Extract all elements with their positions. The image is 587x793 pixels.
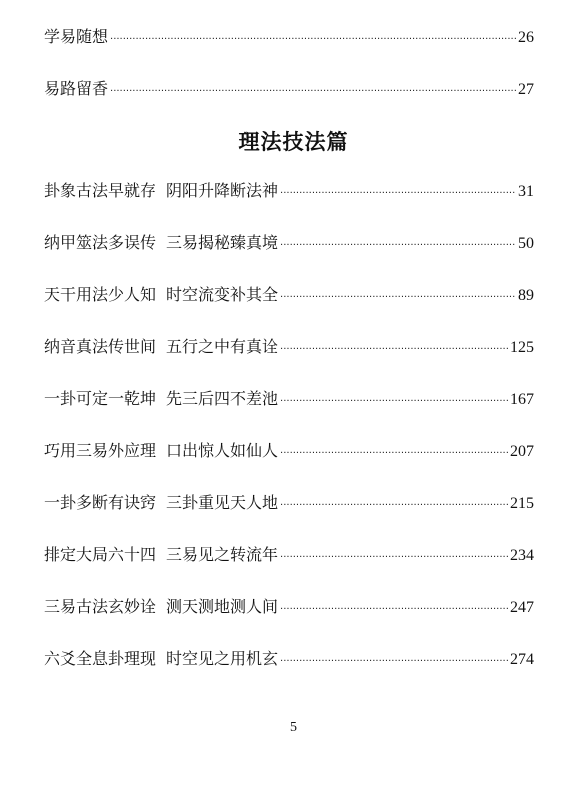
toc-entry-title: 巧用三易外应理 — [44, 441, 157, 460]
toc-entry-page: 274 — [510, 651, 534, 668]
toc-entry-subtitle: 三易揭秘臻真境 — [166, 233, 279, 252]
toc-entry — [44, 386, 534, 412]
toc-entry-title: 三易古法玄妙诠 — [44, 597, 157, 616]
toc-entry — [44, 490, 534, 516]
toc-entry-title: 学易随想 — [44, 27, 109, 46]
toc-entry-page: 234 — [510, 547, 534, 564]
toc-entry-page: 27 — [518, 81, 534, 98]
dot-leader — [280, 181, 516, 207]
toc-entry-title: 纳音真法传世间 — [44, 337, 157, 356]
toc-entry-page: 50 — [518, 235, 534, 252]
toc-entry-subtitle: 口出惊人如仙人 — [166, 441, 279, 460]
dot-leader — [280, 233, 516, 259]
toc-entry — [44, 230, 534, 256]
dot-leader — [280, 545, 508, 571]
toc-entry — [44, 542, 534, 568]
dot-leader — [280, 285, 516, 311]
toc-entry-subtitle: 时空流变补其全 — [166, 285, 279, 304]
dot-leader — [110, 79, 516, 105]
toc-entry — [44, 646, 534, 672]
dot-leader — [280, 597, 508, 623]
toc-entry-page: 89 — [518, 287, 534, 304]
toc-entry — [44, 334, 534, 360]
toc-entry-title: 纳甲筮法多误传 — [44, 233, 157, 252]
dot-leader — [280, 389, 508, 415]
toc-entry-subtitle: 测天测地测人间 — [166, 597, 279, 616]
toc-entry-subtitle: 阴阳升降断法神 — [166, 181, 279, 200]
toc-entry-subtitle: 三易见之转流年 — [166, 545, 279, 564]
toc-entry-title: 卦象古法早就存 — [44, 181, 157, 200]
dot-leader — [280, 441, 508, 467]
dot-leader — [280, 337, 508, 363]
toc-entry-subtitle: 五行之中有真诠 — [166, 337, 279, 356]
toc-entry-title: 一卦多断有诀窍 — [44, 493, 157, 512]
toc-entry — [44, 24, 534, 50]
toc-entry-subtitle: 三卦重见天人地 — [166, 493, 279, 512]
toc-entry-page: 207 — [510, 443, 534, 460]
dot-leader — [280, 649, 508, 675]
toc-entry — [44, 438, 534, 464]
toc-entry-page: 125 — [510, 339, 534, 356]
toc-entry — [44, 178, 534, 204]
toc-entry-page: 167 — [510, 391, 534, 408]
dot-leader — [110, 27, 516, 53]
dot-leader — [280, 493, 508, 519]
toc-entry-page: 26 — [518, 29, 534, 46]
toc-entry-title: 天干用法少人知 — [44, 285, 157, 304]
toc-entry — [44, 76, 534, 102]
toc-entry-page: 215 — [510, 495, 534, 512]
toc-entry-title: 一卦可定一乾坤 — [44, 389, 157, 408]
toc-entry-title: 排定大局六十四 — [44, 545, 157, 564]
toc-entry-title: 易路留香 — [44, 79, 109, 98]
toc-entry-subtitle: 时空见之用机玄 — [166, 649, 279, 668]
toc-entry — [44, 282, 534, 308]
section-heading: 理法技法篇 — [238, 130, 349, 154]
toc-entry — [44, 594, 534, 620]
toc-entry-page: 31 — [518, 183, 534, 200]
page-number: 5 — [290, 720, 297, 735]
toc-entry-title: 六爻全息卦理现 — [44, 649, 157, 668]
toc-entry-subtitle: 先三后四不差池 — [166, 389, 279, 408]
toc-entry-page: 247 — [510, 599, 534, 616]
